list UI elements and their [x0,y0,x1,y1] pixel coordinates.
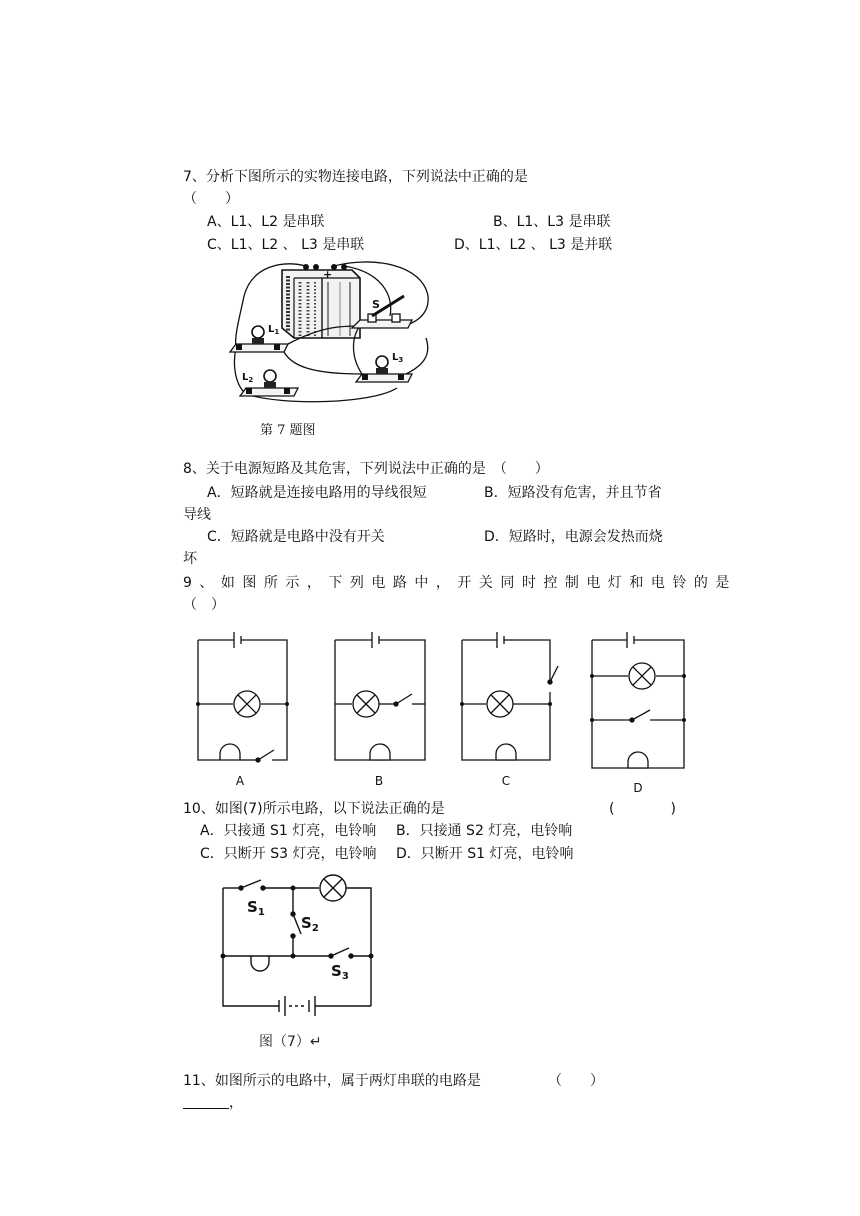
q7-answer-parens: （ ） [183,191,239,207]
q10-circuit-figure [215,872,385,1052]
q9-circuit-diagrams [190,620,700,795]
q8-option-a: A．短路就是连接电路用的导线很短 [207,485,427,501]
circuit-c-label: C [501,774,511,788]
q7-figure-caption: 第 7 题图 [260,423,316,438]
q10-option-c: C．只断开 S3 灯亮，电铃响 [200,846,377,862]
q7-option-a: A、L1、L2 是串联 [207,214,325,230]
switch-s2-label: $S_2$ [301,914,319,934]
lamp-l1-label: $L_1$ [268,324,280,336]
q9-answer-parens: （ ） [183,597,225,613]
lamp-l1-icon [230,324,288,352]
q7-option-b: B、L1、L3 是串联 [493,214,611,230]
circuit-d-label: D [633,781,643,795]
switch-s1-label: $S_1$ [247,898,265,918]
q8-option-b: B．短路没有危害，并且节省 [484,485,662,501]
q11-answer-parens: （ ） [548,1073,604,1089]
q8-option-d-continued: 坏 [183,551,197,567]
q8-option-c: C．短路就是电路中没有开关 [207,529,385,545]
q7-option-d: D、L1、L2 、 L3 是并联 [454,237,613,253]
switch-s-icon [352,296,412,328]
q7-stem: 7、分析下图所示的实物连接电路，下列说法中正确的是 [183,169,528,185]
q8-option-d: D．短路时，电源会发热而烧 [484,529,663,545]
q11-blank-comma: ， [229,1095,243,1111]
lamp-l3-label: $L_3$ [392,352,404,364]
switch-s-label: S [372,298,380,311]
circuit-a [198,632,287,762]
lamp-l3-icon [356,352,412,382]
q10-stem: 10、如图(7)所示电路，以下说法正确的是 [183,801,445,817]
q9-stem: 9、如图所示，下列电路中，开关同时控制电灯和电铃的是 [183,575,737,591]
lamp-l2-label: $L_2$ [242,372,254,384]
circuit-d [592,632,684,768]
q10-option-a: A．只接通 S1 灯亮，电铃响 [200,823,377,839]
q10-option-b: B．只接通 S2 灯亮，电铃响 [396,823,573,839]
q7-option-c: C、L1、L2 、 L3 是串联 [207,237,365,253]
battery-plus-label: + [323,268,333,281]
circuit-b-label: B [374,774,384,788]
q8-option-b-continued: 导线 [183,507,211,523]
circuit-b [335,632,425,760]
q10-figure-caption: 图（7）↵ [259,1034,322,1050]
q10-option-d: D．只断开 S1 灯亮，电铃响 [396,846,574,862]
q10-answer-parens: ( ) [609,801,676,817]
circuit-a-label: A [235,774,245,788]
lamp-l2-icon [240,370,298,396]
q11-stem: 11、如图所示的电路中，属于两灯串联的电路是 [183,1073,481,1089]
q7-circuit-figure [222,256,442,414]
switch-s3-label: $S_3$ [331,962,349,982]
q11-answer-blank [183,1108,229,1109]
circuit-c [462,632,558,760]
q8-stem: 8、关于电源短路及其危害，下列说法中正确的是 （ ） [183,461,549,477]
